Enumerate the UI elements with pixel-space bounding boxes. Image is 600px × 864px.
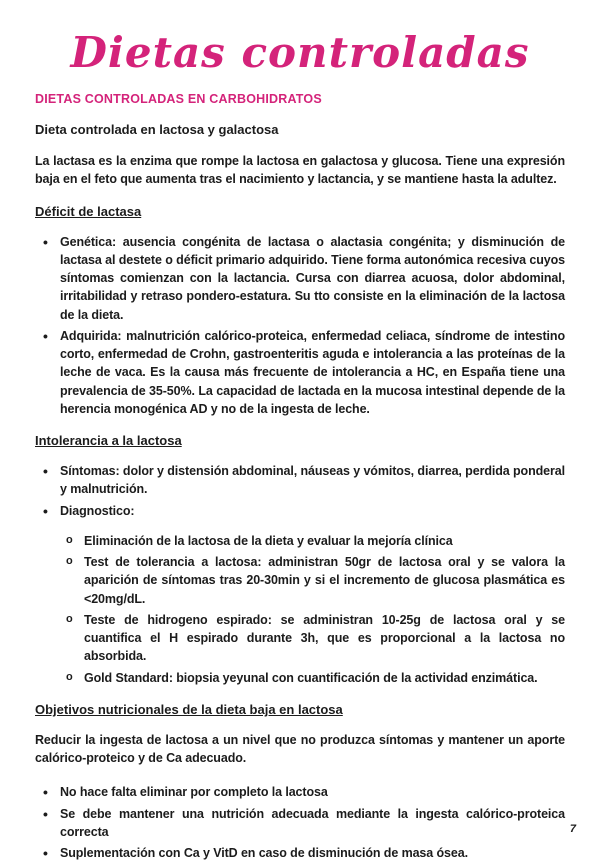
page-title: Dietas controladas [70,28,530,77]
deficit-bullet-list [35,233,565,419]
page-number: 7 [569,823,576,835]
list-item: • Se debe mantener una nutrición adecuada mediante la ingesta calórico-proteica correcta [35,805,565,842]
intolerancia-heading: Intolerancia a la lactosa [35,433,182,449]
subheading: Dieta controlada en lactosa y galactosa [35,122,279,138]
list-item: • No hace falta eliminar por completo la lactosa [35,783,565,801]
diagnostico-sub-list [35,532,565,687]
intolerancia-bullet-list [35,462,565,520]
list-item: • Genética: ausencia congénita de lactasa o alactasia congénita; y disminución de lactasa al destete o déficit primario adquirido. Tiene forma autonómica recesiva cuyos síntomas comienzan con la lactancia. Cursa con diarrea acuosa, dolor abdominal, irritabilidad y retraso pondero-estatura. Su tto consiste en la eliminación de la lactosa de la dieta. [35,233,565,324]
list-item: o Gold Standard: biopsia yeyunal con cuantificación de la actividad enzimática. [60,669,565,687]
list-item: o Test de tolerancia a lactosa: administran 50gr de lactosa oral y se valora la aparición de síntomas tras 20-30min y si el incremento de glucosa plasmática es <20mg/dL. [60,553,565,608]
main-heading: DIETAS CONTROLADAS EN CARBOHIDRATOS [35,92,322,107]
objetivos-paragraph: Reducir la ingesta de lactosa a un nivel que no produzca síntomas y mantener un aporte calórico-proteico y de Ca adecuado. [35,732,565,766]
list-item: • Suplementación con Ca y VitD en caso de disminución de masa ósea. [35,844,565,862]
list-item: o Teste de hidrogeno espirado: se administran 10-25g de lactosa oral y se cuantifica el H espirado durante 3h, que es proporcional a la lactosa no absorbida. [60,611,565,666]
list-item: • Síntomas: dolor y distensión abdominal, náuseas y vómitos, diarrea, perdida ponderal y malnutrición. [35,462,565,499]
objetivos-heading: Objetivos nutricionales de la dieta baja en lactosa [35,701,343,717]
list-item: • Diagnostico: [35,502,565,520]
intro-paragraph: La lactasa es la enzima que rompe la lactosa en galactosa y glucosa. Tiene una expresión baja en el feto que aumenta tras el nacimiento y lactancia, y se mantiene hasta la adultez. [35,154,565,187]
list-item: • Adquirida: malnutrición calórico-proteica, enfermedad celiaca, síndrome de intestino corto, enfermedad de Crohn, gastroenteritis aguda e intolerancia a las proteínas de la leche de vaca. Es la causa más frecuente de intolerancia a HC, en España tiene una prevalencia de 35-50%. La capacidad de lactada en la mucosa intestinal depende de la herencia monogénica AD y no de la ingesta de leche. [35,327,565,418]
objetivos-bullet-list [35,783,565,862]
deficit-heading: Déficit de lactasa [35,203,142,219]
list-item: o Eliminación de la lactosa de la dieta y evaluar la mejoría clínica [60,532,565,550]
